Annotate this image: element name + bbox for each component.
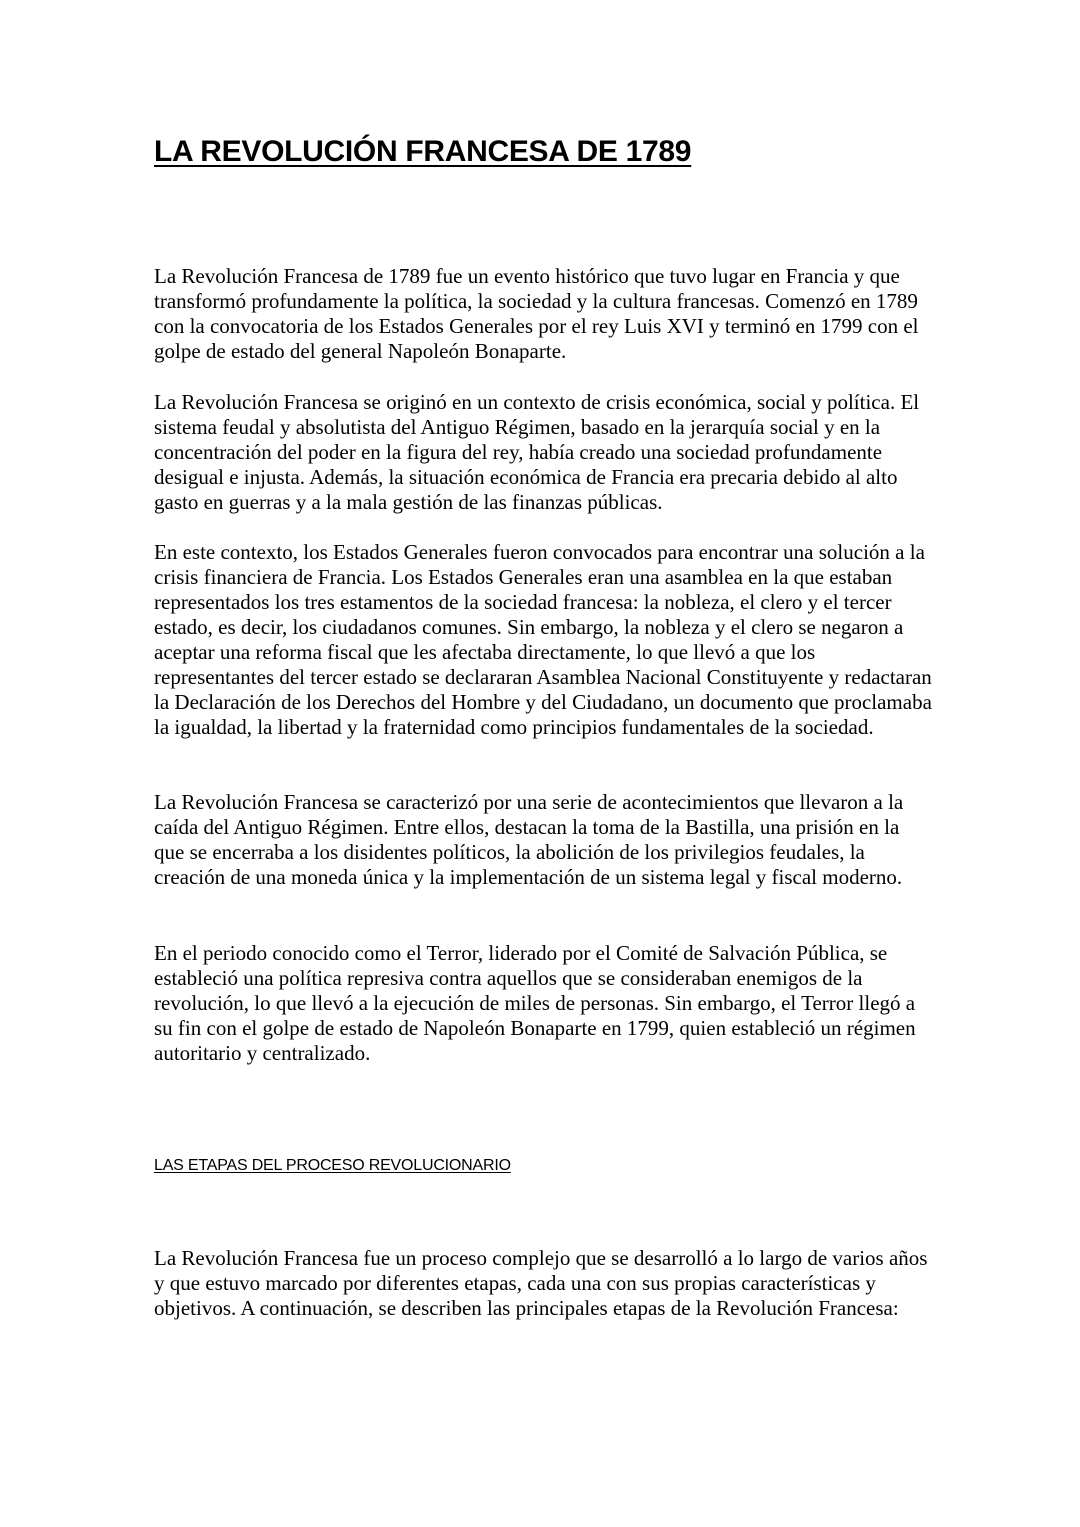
stages-intro-paragraph: La Revolución Francesa fue un proceso complejo que se desarrolló a lo largo de varios años y que estuvo marcado por diferentes etapas, cada una con sus propias características y objetivos. A continuación, se describen las principales etapas de la Revolución Francesa: xyxy=(154,1246,928,1320)
context-paragraph: La Revolución Francesa se originó en un contexto de crisis económica, social y política. El sistema feudal y absolutista del Antiguo Régimen, basado en la jerarquía social y en la concentración del poder en la figura del rey, había creado una sociedad profundamente desigual e injusta. Además, la situación económica de Francia era precaria debido al alto gasto en guerras y a la mala gestión de las finanzas públicas. xyxy=(154,390,920,514)
terror-paragraph: En el periodo conocido como el Terror, liderado por el Comité de Salvación Pública, se estableció una política represiva contra aquellos que se consideraban enemigos de la revolución, lo que llevó a la ejecución de miles de personas. Sin embargo, el Terror llegó a su fin con el golpe de estado de Napoleón Bonaparte en 1799, quien estableció un régimen autoritario y centralizado. xyxy=(154,941,916,1065)
section-heading: LAS ETAPAS DEL PROCESO REVOLUCIONARIO xyxy=(154,1157,511,1174)
events-paragraph: La Revolución Francesa se caracterizó por una serie de acontecimientos que llevaron a la caída del Antiguo Régimen. Entre ellos, destacan la toma de la Bastilla, una prisión en la que se encerraba a los disidentes políticos, la abolición de los privilegios feudales, la creación de una moneda única y la implementación de un sistema legal y fiscal moderno. xyxy=(154,790,904,889)
estates-general-paragraph: En este contexto, los Estados Generales fueron convocados para encontrar una solución a la crisis financiera de Francia. Los Estados Generales eran una asamblea en la que estaban representados los tres estamentos de la sociedad francesa: la nobleza, el clero y el tercer estado, es decir, los ciudadanos comunes. Sin embargo, la nobleza y el clero se negaron a aceptar una reforma fiscal que les afectaba directamente, lo que llevó a que los representantes del tercer estado se declararan Asamblea Nacional Constituyente y redactaran la Declaración de los Derechos del Hombre y del Ciudadano, un documento que proclamaba la igualdad, la libertad y la fraternidad como principios fundamentales de la sociedad. xyxy=(154,540,932,739)
intro-paragraph: La Revolución Francesa de 1789 fue un evento histórico que tuvo lugar en Francia y que transformó profundamente la política, la sociedad y la cultura francesas. Comenzó en 1789 con la convocatoria de los Estados Generales por el rey Luis XVI y terminó en 1799 con el golpe de estado del general Napoleón Bonaparte. xyxy=(154,264,919,363)
document-title: LA REVOLUCIÓN FRANCESA DE 1789 xyxy=(154,135,692,168)
